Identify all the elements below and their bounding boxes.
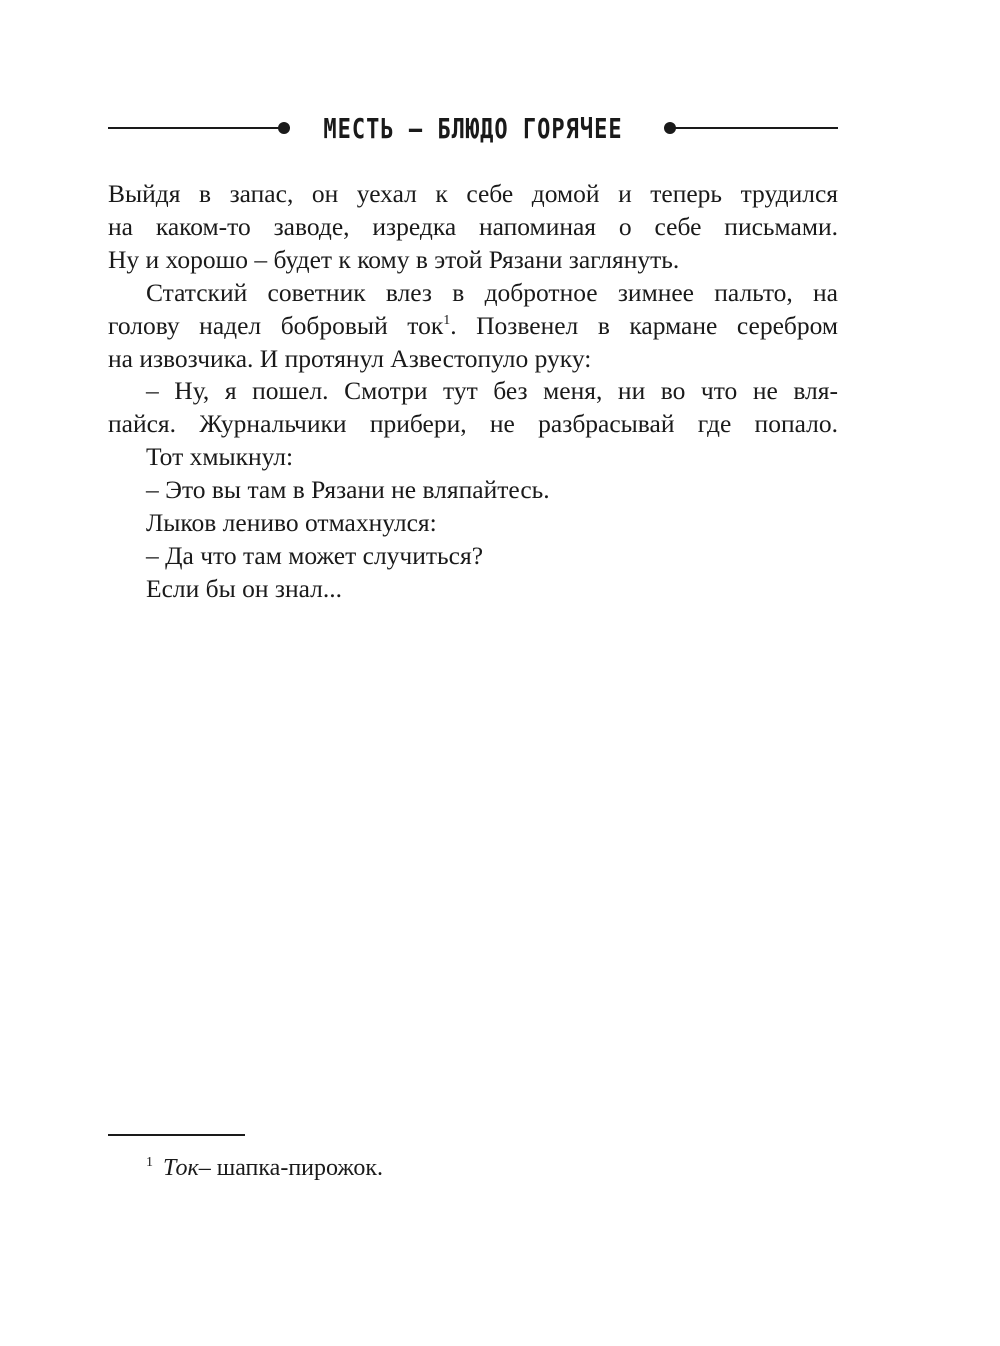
text-line: – Это вы там в Рязани не вляпайтесь. (146, 475, 550, 505)
text-line: – Да что там может случиться? (146, 540, 484, 570)
text-line: на извозчика. И протянул Азвестопуло руку: (108, 343, 592, 373)
text-line: на каком-то заводе, изредка напоминая о себе письмами. (108, 211, 838, 241)
text-line: Тот хмыкнул: (146, 442, 294, 472)
text-line: Статский советник влез в добротное зимнее пальто, на (146, 277, 838, 307)
text-line: Ну и хорошо – будет к кому в этой Рязани заглянуть. (108, 244, 680, 274)
text-line: Выйдя в запас, он уехал к себе домой и теперь трудился (108, 179, 838, 208)
footnote-number: 1 (146, 1155, 153, 1170)
running-header-title: МЕСТЬ – БЛЮДО ГОРЯЧЕЕ (323, 114, 623, 146)
running-header (108, 112, 838, 146)
footnote-term: Ток (163, 1155, 199, 1181)
text-line: Если бы он знал... (146, 573, 343, 603)
text-line: голову надел бобровый ток$^1$. Позвенел в кармане серебром (108, 310, 839, 340)
footnote (146, 1148, 383, 1183)
text-line: пайся. Журнальчики прибери, не разбрасывай где попало. (108, 409, 838, 439)
body-text (108, 178, 838, 606)
footnote-reference[interactable]: 1 (443, 312, 451, 328)
text-line: Лыков лениво отмахнулся: (146, 508, 437, 538)
footnote-separator (108, 1134, 245, 1136)
text-line: – Ну, я пошел. Смотри тут без меня, ни во что не вля- (146, 376, 838, 406)
header-rule-left (108, 127, 280, 129)
header-dot-left (278, 122, 290, 134)
footnote-definition: – шапка-пирожок. (198, 1155, 384, 1181)
header-rule-right (670, 127, 838, 129)
